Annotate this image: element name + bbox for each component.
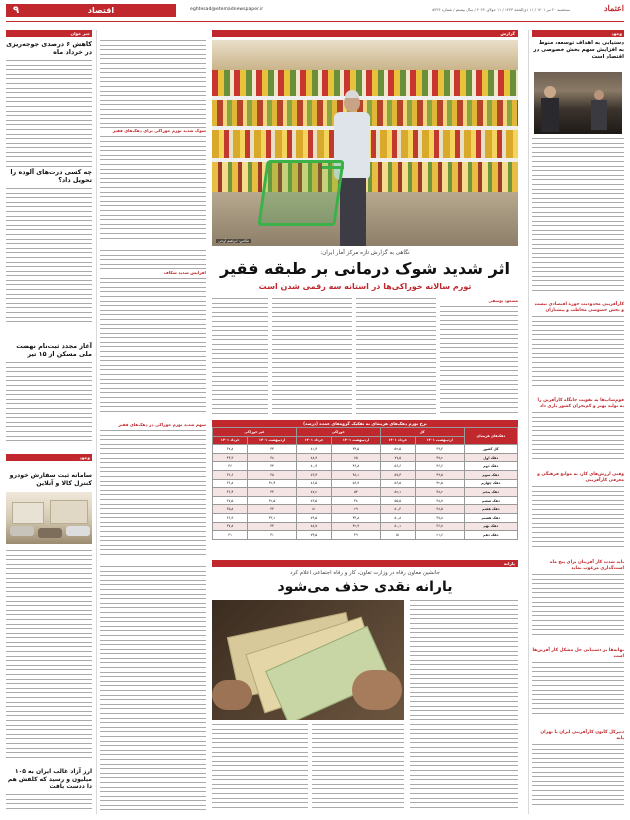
table-row-label: دهک سوم [464, 470, 517, 479]
table-subheader: خرداد ۱۴۰۱ [296, 436, 331, 445]
table-cell: ۳۱ [248, 531, 297, 540]
table-row [213, 505, 518, 514]
column-divider-right [528, 30, 529, 814]
table-cell: ۸۶٫۵ [296, 479, 331, 488]
email[interactable]: eghtesad@etemadnewspaper.ir [190, 7, 264, 12]
table-cell: ۸۸٫۷ [296, 522, 331, 531]
table-cell: ۵۶٫۵ [380, 479, 415, 488]
left-headline-4: سامانه ثبت سفارش خودرو کنترل کالا و آنلاین [9, 472, 92, 487]
right-column-body-2 [532, 316, 624, 394]
table-cell: ۷۵ [332, 453, 381, 462]
right-column-body-6 [532, 662, 624, 722]
table-cell: ۳۶٫۴ [213, 488, 248, 497]
table-row-label: کل کشور [464, 445, 517, 454]
table-cell: ۳۶٫۸ [213, 479, 248, 488]
table-subheader: اردیبهشت ۱۴۰۱ [415, 436, 464, 445]
table-cell: ۳۷٫۸ [415, 513, 464, 522]
second-article-tag: یارانه [212, 560, 518, 567]
newspaper-logo: اعتماد [603, 3, 624, 13]
second-headline: یارانه نقدی حذف می‌شود [277, 579, 453, 595]
main-article-body-top [100, 40, 206, 246]
table-row [213, 488, 518, 497]
main-headline: اثر شدید شوک درمانی بر طبقه فقیر [219, 259, 511, 278]
table-cell: ۳۶ [213, 462, 248, 471]
banknotes-photo [212, 600, 404, 720]
main-subheadline: تورم سالانه خوراکی‌ها در استانه سه رقمی شدن است [258, 282, 472, 291]
table-cell: ۴۸٫۱ [332, 470, 381, 479]
table-cell: ۸۷٫۲ [296, 488, 331, 497]
left-column [6, 30, 92, 814]
table-row [213, 522, 518, 531]
table-cell: ۳۵٫۸ [213, 505, 248, 514]
table-cell: ۸۱٫۴ [296, 445, 331, 454]
table-cell: ۴۳٫۸ [332, 513, 381, 522]
table-row-label: دهک هشتم [464, 513, 517, 522]
right-column-headline: دستیابی به اهداف توسعه، منوط به افزایش سهم بخش خصوصی در اقتصاد است [533, 40, 624, 60]
table-cell: ۸۳٫۵ [296, 496, 331, 505]
table-cell: ۳۸٫۷ [415, 496, 464, 505]
right-column-body-5 [532, 574, 624, 644]
left-headline-2: چه کسی درت‌های آلوده را تحویل داد؟ [6, 168, 92, 184]
table-cell: ۴۹ [332, 531, 381, 540]
table-cell: ۵۰٫۸ [380, 513, 415, 522]
inflation-table [212, 420, 518, 540]
table-row-label: دهک هفتم [464, 505, 517, 514]
main-article-col-4 [212, 298, 268, 418]
table-cell: ۳۴ [248, 522, 297, 531]
car-lot-photo [6, 492, 92, 544]
table-row [213, 453, 518, 462]
table-cell: ۳۵ [248, 470, 297, 479]
table-cell: ۳۴ [248, 488, 297, 497]
left-column-tag-2: وجود [6, 454, 92, 461]
right-column-photo [534, 72, 622, 134]
table-cell: ۴۶٫۶ [415, 462, 464, 471]
table-subheader: اردیبهشت ۱۴۰۱ [248, 436, 297, 445]
table-cell: ۵۶٫۹ [332, 479, 381, 488]
table-grid [212, 427, 518, 540]
table-cell: ۷۹٫۵ [296, 513, 331, 522]
main-article-col-6 [100, 430, 206, 560]
masthead [0, 0, 630, 26]
table-cell: ۴۷٫۲ [415, 453, 464, 462]
table-cell: ۳۶٫۹ [213, 513, 248, 522]
table-header: دهک‌های هزینه‌ای [464, 428, 517, 445]
table-cell: ۴۶٫۸ [332, 462, 381, 471]
main-article-col-2 [356, 298, 436, 418]
table-cell: ۸۸٫۹ [296, 453, 331, 462]
table-cell: ۴۲٫۹ [332, 522, 381, 531]
photo-caption: عکاس: ابراهیم آوجی [218, 239, 250, 243]
table-cell: ۵۰٫۱ [380, 522, 415, 531]
main-article-col-3 [272, 298, 352, 418]
second-article-col-1 [410, 600, 518, 814]
main-subheading-b: افزایش شدید شکاف [100, 270, 206, 275]
table-row [213, 470, 518, 479]
left-body-5 [6, 794, 92, 814]
table-cell: ۴۹٫۵ [415, 470, 464, 479]
right-subheading-3: وقتی ارزش‌های کار، به موانع فرهنگی و معرفی کارآفرینی [537, 472, 624, 483]
table-cell: ۳۲٫۴ [248, 479, 297, 488]
table-row [213, 513, 518, 522]
table-header: خوراکی [296, 428, 380, 437]
left-headline-1: کاهش ۶ درصدی جوجه‌ریزی در خرداد ماه [6, 40, 92, 56]
main-subheading-c: سهم شدید تورم خوراکی در دهک‌های فقیر [100, 422, 206, 427]
right-column-tag: وجود [532, 30, 624, 37]
table-row [213, 479, 518, 488]
table-header: غیر خوراکی [213, 428, 297, 437]
table-subheader: اردیبهشت ۱۴۰۱ [332, 436, 381, 445]
table-cell: ۳۶٫۷ [415, 522, 464, 531]
main-subheading-a: شوک شدید تورم خوراکی برای دهک‌های فقیر [100, 128, 206, 133]
table-row-label: دهک اول [464, 453, 517, 462]
table-row-label: دهک نهم [464, 522, 517, 531]
table-cell: ۳۳٫۱ [248, 513, 297, 522]
section-label: اقتصاد [26, 4, 176, 17]
column-divider-left [96, 30, 97, 814]
table-row-label: دهک دوم [464, 462, 517, 471]
table-cell: ۴۸٫۲ [415, 488, 464, 497]
table-cell: ۵۵٫۵ [380, 496, 415, 505]
second-kicker: جانشین معاون رفاه در وزارت تعاون، کار و رفاه اجتماعی اعلام کرد [290, 570, 440, 576]
right-subheading-6: دبیرکل کانون کارآفرینی ایران با تهران پایه [540, 730, 624, 741]
left-headline-5: ارز آزاد غالب ایران به ۱۰۵ میلیون و رسید که کلفش هم دا ددست بافت [7, 768, 92, 791]
table-cell: ۴۲٫۵ [415, 479, 464, 488]
table-row [213, 445, 518, 454]
table-cell: ۷۷٫۵ [380, 453, 415, 462]
table-cell: ۸۱ [296, 505, 331, 514]
right-subheading-2: فوم‌شاپ‌ها به تقویت جایگاه کارآفرین را به تولید بهتر و کم‌بحران کشور یاری داد [537, 398, 624, 409]
table-subheader: خرداد ۱۴۰۱ [213, 436, 248, 445]
table-cell: ۲۹ [332, 505, 381, 514]
table-cell: ۸۳٫۴ [296, 470, 331, 479]
second-article-col-4 [100, 566, 206, 814]
right-column-body-4 [532, 486, 624, 556]
table-header: کل [380, 428, 464, 437]
right-column-body-1 [532, 138, 624, 298]
left-headline-3: آغاز مجدد ثبت‌نام نهضت ملی مسکن از ۱۵ تیر [16, 342, 92, 358]
table-cell: ۷۴٫۵ [296, 531, 331, 540]
table-cell: ۴۴٫۳ [213, 453, 248, 462]
right-subheading-5: بهانه‌ها بر دستیابی حل مشکل کار آفرین‌ها است [532, 648, 624, 659]
right-subheading-4: باید شدت کار آفرینان برای پنج ماه است‌گذاری مرغوب نماید [549, 560, 624, 571]
table-cell: ۵۲٫۱ [380, 488, 415, 497]
table-cell: ۴۴٫۵ [332, 445, 381, 454]
table-cell: ۵۰٫۳ [380, 505, 415, 514]
main-article-photo [212, 40, 518, 246]
table-title: نرخ تورم دهک‌های هزینه‌ای به تفکیک گروه‌های عمده (درصد) [212, 420, 518, 427]
right-column-body-3 [532, 412, 624, 468]
right-subheading-1: کارآفرینی محدودیت حوزه اقتصادی نیست و بخش خصوصی مخاطب و پیشتازان [534, 302, 624, 313]
table-cell: ۳۲٫۵ [248, 496, 297, 505]
table-cell: ۵۷٫۴ [380, 470, 415, 479]
table-subheader: خرداد ۱۴۰۱ [380, 436, 415, 445]
left-body-4 [6, 550, 92, 766]
table-row-label: دهک چهارم [464, 479, 517, 488]
main-kicker: نگاهی به گزارش تازه مرکز آمار ایران: [320, 250, 410, 256]
header-rule [6, 21, 624, 22]
table-row-label: دهک دهم [464, 531, 517, 540]
table-cell: ۵۴ [332, 488, 381, 497]
right-column [532, 30, 624, 814]
second-article-col-2 [312, 724, 404, 814]
table-row [213, 531, 518, 540]
main-article-col-1 [440, 306, 518, 418]
table-row-label: دهک ششم [464, 496, 517, 505]
right-column-body-7 [532, 744, 624, 812]
table-cell: ۳۶٫۶ [213, 470, 248, 479]
table-row [213, 496, 518, 505]
main-article-tag: گزارش [212, 30, 518, 37]
table-cell: ۴۸ [332, 496, 381, 505]
table-cell: ۳۷٫۵ [213, 496, 248, 505]
table-cell: ۳۱ [213, 531, 248, 540]
left-body-2 [6, 188, 92, 336]
date-line: سه‌شنبه ۲۰ تیر ۱۴۰۱ / ۱۱ ذی‌الحجه ۱۴۴۳ / ۱۱ جولای ۲۰۲۲ / سال بیستم / شماره ۵۲۳۶ [432, 7, 570, 12]
table-cell: ۳۸ [248, 453, 297, 462]
second-article-col-3 [212, 724, 308, 814]
table-cell: ۳۴ [248, 505, 297, 514]
table-cell: ۳۷٫۸ [213, 522, 248, 531]
left-column-tag: خبر خوان [6, 30, 92, 37]
table-cell: ۳۴ [248, 462, 297, 471]
table-row [213, 462, 518, 471]
table-cell: ۳۴ [248, 445, 297, 454]
table-row-label: دهک پنجم [464, 488, 517, 497]
table-cell: ۵۱ [380, 531, 415, 540]
table-cell: ۵۲٫۵ [380, 445, 415, 454]
table-cell: ۲۱٫۶ [415, 531, 464, 540]
table-cell: ۸۰٫۹ [296, 462, 331, 471]
left-body-3 [6, 362, 92, 450]
main-byline: مسعود یوسفی [488, 298, 518, 303]
table-cell: ۳۸٫۵ [415, 505, 464, 514]
table-cell: ۳۹٫۳ [415, 445, 464, 454]
table-cell: ۳۷٫۸ [213, 445, 248, 454]
table-cell: ۵۶٫۶ [380, 462, 415, 471]
page-number: ۹ [6, 4, 26, 17]
